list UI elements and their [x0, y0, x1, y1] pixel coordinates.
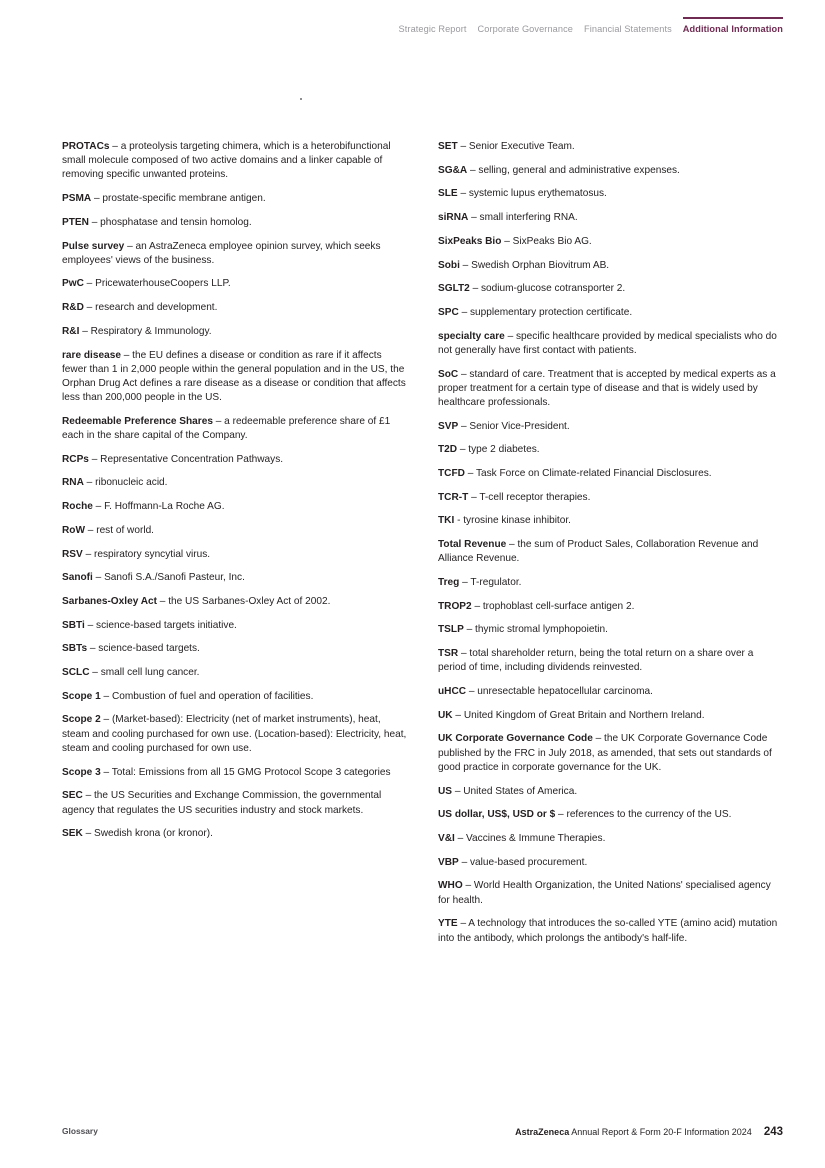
glossary-entry	[438, 420, 784, 434]
glossary-term: SEC	[62, 790, 83, 802]
glossary-entry	[62, 240, 408, 268]
glossary-term: RSV	[62, 548, 83, 560]
glossary-term: WHO	[438, 880, 463, 892]
glossary-entry	[62, 571, 408, 585]
glossary-definition: – A technology that introduces the so-called YTE (amino acid) mutation into the antibody, which prolongs the antibody's half-life.	[438, 918, 778, 944]
glossary-entry	[438, 832, 784, 846]
glossary-entry	[438, 467, 784, 481]
glossary-term: VBP	[438, 856, 459, 868]
glossary-definition: – a proteolysis targeting chimera, which is a heterobifunctional small molecule composed of two active domains and a linker capable of removing specific unwanted proteins.	[62, 141, 391, 181]
glossary-entry	[438, 514, 784, 528]
glossary-entry	[62, 325, 408, 339]
glossary-term: specialty care	[438, 330, 505, 342]
glossary-definition: – United Kingdom of Great Britain and Northern Ireland.	[452, 709, 705, 721]
glossary-definition: – the sum of Product Sales, Collaboration Revenue and Alliance Revenue.	[438, 539, 759, 565]
glossary-term: SCLC	[62, 667, 90, 679]
glossary-definition: – United States of America.	[452, 785, 578, 797]
glossary-entry	[438, 732, 784, 775]
glossary-term: US dollar, US$, USD or $	[438, 809, 556, 821]
glossary-entry	[62, 453, 408, 467]
glossary-definition: – Respiratory & Immunology.	[79, 325, 212, 337]
glossary-entry	[438, 368, 784, 411]
glossary-definition: – science-based targets initiative.	[84, 619, 237, 631]
glossary-term: R&I	[62, 325, 80, 337]
glossary-entry	[438, 623, 784, 637]
glossary-definition: – World Health Organization, the United Nations' specialised agency for health.	[438, 880, 771, 906]
nav-item-financial-statements[interactable]: Financial Statements	[584, 24, 672, 34]
glossary-term: SEK	[62, 828, 83, 840]
glossary-term: PTEN	[62, 216, 89, 228]
glossary-definition: – a redeemable preference share of £1 each in the share capital of the Company.	[62, 415, 391, 442]
glossary-entry	[62, 690, 408, 704]
glossary-column-right	[438, 140, 784, 955]
glossary-definition: – PricewaterhouseCoopers LLP.	[83, 278, 231, 290]
glossary-entry	[438, 443, 784, 457]
glossary-term: SVP	[438, 420, 459, 432]
glossary-definition: – trophoblast cell-surface antigen 2.	[471, 600, 635, 612]
glossary-entry	[62, 476, 408, 490]
glossary-entry	[438, 235, 784, 249]
nav-item-strategic-report[interactable]: Strategic Report	[398, 24, 467, 34]
footer-report-name: Annual Report & Form 20-F Information 2024	[571, 1127, 752, 1137]
glossary-definition: – prostate-specific membrane antigen.	[91, 193, 266, 205]
glossary-term: Sanofi	[62, 572, 93, 584]
glossary-entry	[62, 301, 408, 315]
glossary-definition: – respiratory syncytial virus.	[82, 548, 211, 560]
glossary-definition: – total shareholder return, being the total return on a share over a period of time, including dividends reinvested.	[438, 648, 754, 674]
glossary-entry	[438, 140, 784, 154]
glossary-term: US	[438, 785, 453, 797]
page-mark-dot	[300, 98, 302, 100]
glossary-definition: – Task Force on Climate-related Financial Disclosures.	[464, 468, 712, 480]
glossary-entry	[438, 709, 784, 723]
glossary-definition: – standard of care. Treatment that is accepted by medical experts as a proper treatment for a certain type of disease and that is widely used by healthcare professionals.	[438, 368, 776, 408]
glossary-entry	[438, 647, 784, 675]
glossary-term: SPC	[438, 306, 459, 318]
glossary-definition: – specific healthcare provided by medical specialists who do not generally have first contact with patients.	[438, 330, 777, 356]
glossary-term: RCPs	[62, 453, 89, 465]
glossary-entry	[438, 808, 784, 822]
glossary-term: R&D	[62, 302, 84, 314]
glossary-definition: – T-regulator.	[459, 577, 522, 589]
glossary-definition: – thymic stromal lymphopoietin.	[463, 624, 608, 636]
glossary-entry	[438, 306, 784, 320]
footer-report-title	[515, 1127, 752, 1137]
glossary-entry	[438, 187, 784, 201]
glossary-definition: – supplementary protection certificate.	[458, 306, 633, 318]
glossary-term: T2D	[438, 444, 458, 456]
glossary-entry	[438, 491, 784, 505]
glossary-term: Sarbanes-Oxley Act	[62, 595, 157, 607]
glossary-entry	[62, 642, 408, 656]
glossary-term: SLE	[438, 188, 458, 200]
glossary-term: TSR	[438, 648, 459, 660]
nav-item-corporate-governance[interactable]: Corporate Governance	[477, 24, 573, 34]
footer-meta	[515, 1126, 783, 1138]
glossary-term: TCFD	[438, 468, 465, 480]
glossary-definition: – Vaccines & Immune Therapies.	[454, 833, 606, 844]
glossary-definition: – F. Hoffmann-La Roche AG.	[92, 501, 225, 513]
glossary-entry	[438, 164, 784, 178]
glossary-definition: – rest of world.	[84, 524, 154, 536]
glossary-entry	[62, 216, 408, 230]
glossary-term: Redeemable Preference Shares	[62, 415, 213, 427]
glossary-entry	[62, 666, 408, 680]
glossary-term: Scope 1	[62, 690, 101, 702]
glossary-term: UK Corporate Governance Code	[438, 733, 593, 745]
glossary-entry	[438, 685, 784, 699]
glossary-entry	[438, 538, 784, 566]
glossary-entry	[438, 330, 784, 358]
glossary-term: SG&A	[438, 164, 468, 176]
glossary-entry	[62, 595, 408, 609]
glossary-column-left	[62, 140, 408, 955]
glossary-entry	[62, 766, 408, 780]
glossary-term: PROTACs	[62, 141, 110, 152]
glossary-entry	[62, 140, 408, 183]
glossary-definition: - tyrosine kinase inhibitor.	[454, 515, 571, 527]
glossary-definition: – type 2 diabetes.	[457, 444, 540, 456]
glossary-definition: – value-based procurement.	[458, 856, 588, 868]
glossary-definition: – the EU defines a disease or condition as rare if it affects fewer than 1 in 2,000 people within the general population and in the US, the Orphan Drug Act defines a rare disease as a disease or condition that affects less than 200,000 people in the US.	[62, 349, 406, 404]
glossary-entry	[62, 548, 408, 562]
glossary-term: SixPeaks Bio	[438, 235, 502, 247]
glossary-term: YTE	[438, 918, 458, 930]
glossary-entry	[62, 415, 408, 443]
glossary-definition: – sodium-glucose cotransporter 2.	[469, 283, 626, 295]
glossary-term: Treg	[438, 577, 460, 589]
glossary-entry	[438, 600, 784, 614]
glossary-definition: – an AstraZeneca employee opinion survey, which seeks employees' views of the business.	[62, 240, 381, 266]
glossary-term: Roche	[62, 501, 93, 513]
glossary-definition: – research and development.	[83, 302, 218, 314]
glossary-term: SGLT2	[438, 283, 470, 295]
glossary-term: SET	[438, 141, 458, 152]
glossary-entry	[438, 211, 784, 225]
glossary-term: Sobi	[438, 259, 460, 271]
glossary-definition: – selling, general and administrative expenses.	[467, 164, 680, 176]
glossary-definition: – Swedish Orphan Biovitrum AB.	[459, 259, 610, 271]
glossary-definition: – references to the currency of the US.	[555, 809, 732, 821]
glossary-definition: – unresectable hepatocellular carcinoma.	[466, 686, 653, 698]
glossary-definition: – Sanofi S.A./Sanofi Pasteur, Inc.	[92, 572, 245, 584]
glossary-entry	[438, 785, 784, 799]
glossary-term: PSMA	[62, 193, 92, 205]
glossary-entry	[438, 879, 784, 907]
glossary-definition: – T-cell receptor therapies.	[468, 491, 591, 503]
glossary-entry	[438, 259, 784, 273]
glossary-term: SBTs	[62, 643, 88, 655]
glossary-definition: – the US Sarbanes-Oxley Act of 2002.	[157, 595, 331, 607]
glossary-term: Pulse survey	[62, 240, 125, 252]
glossary-term: SBTi	[62, 619, 85, 631]
glossary-definition: – science-based targets.	[87, 643, 200, 655]
glossary-term: rare disease	[62, 349, 121, 361]
footer-page-number: 243	[763, 1126, 783, 1138]
glossary-entry	[62, 789, 408, 817]
glossary-entry	[62, 619, 408, 633]
glossary-term: uHCC	[438, 686, 467, 698]
glossary-term: Scope 3	[62, 766, 101, 778]
glossary-entry	[62, 827, 408, 841]
glossary-definition: – (Market-based): Electricity (net of market instruments), heat, steam and cooling purchased for own use. (Location-based): Electricity, heat, steam and cooling purchased for own use.	[62, 714, 407, 754]
glossary-term: TKI	[438, 515, 455, 527]
glossary-term: RoW	[62, 524, 85, 536]
glossary-term: TCR-T	[438, 491, 469, 503]
glossary-entry	[62, 349, 408, 406]
glossary-definition: – Representative Concentration Pathways.	[88, 453, 284, 465]
glossary-definition: – the US Securities and Exchange Commission, the governmental agency that regulates the US securities industry and stock markets.	[62, 790, 382, 816]
glossary-entry	[62, 524, 408, 538]
glossary-entry	[438, 917, 784, 945]
glossary-entry	[438, 856, 784, 870]
glossary-term: Total Revenue	[438, 539, 507, 551]
glossary-term: SoC	[438, 368, 459, 380]
glossary-definition: – small interfering RNA.	[468, 212, 578, 224]
glossary-definition: – SixPeaks Bio AG.	[501, 235, 592, 247]
glossary-term: V&I	[438, 833, 455, 844]
glossary-entry	[62, 277, 408, 291]
glossary-term: TROP2	[438, 600, 472, 612]
glossary-definition: – Combustion of fuel and operation of facilities.	[100, 690, 314, 702]
section-navigation	[399, 24, 783, 38]
footer-section-label: Glossary	[62, 1126, 98, 1136]
glossary-entry	[62, 713, 408, 756]
glossary-definition: – Senior Executive Team.	[457, 141, 575, 152]
glossary-term: TSLP	[438, 624, 464, 636]
footer-brand: AstraZeneca	[515, 1127, 570, 1137]
glossary-definition: – phosphatase and tensin homolog.	[88, 216, 252, 228]
glossary-definition: – small cell lung cancer.	[89, 667, 200, 679]
glossary-definition: – the UK Corporate Governance Code published by the FRC in July 2018, as amended, that sets out standards of good practice in corporate governance for the UK.	[438, 733, 772, 773]
glossary-term: PwC	[62, 278, 84, 290]
glossary-entry	[438, 282, 784, 296]
glossary-term: siRNA	[438, 212, 469, 224]
glossary-term: RNA	[62, 477, 84, 489]
glossary-term: Scope 2	[62, 714, 101, 726]
glossary-columns	[62, 140, 784, 955]
glossary-definition: – Swedish krona (or kronor).	[82, 828, 213, 840]
nav-item-additional-information[interactable]: Additional Information	[683, 17, 783, 38]
glossary-entry	[438, 576, 784, 590]
glossary-definition: – systemic lupus erythematosus.	[457, 188, 607, 200]
glossary-entry	[62, 500, 408, 514]
glossary-entry	[62, 192, 408, 206]
glossary-definition: – Senior Vice-President.	[458, 420, 570, 432]
glossary-term: UK	[438, 709, 453, 721]
glossary-definition: – ribonucleic acid.	[83, 477, 168, 489]
glossary-definition: – Total: Emissions from all 15 GMG Protocol Scope 3 categories	[100, 766, 391, 778]
